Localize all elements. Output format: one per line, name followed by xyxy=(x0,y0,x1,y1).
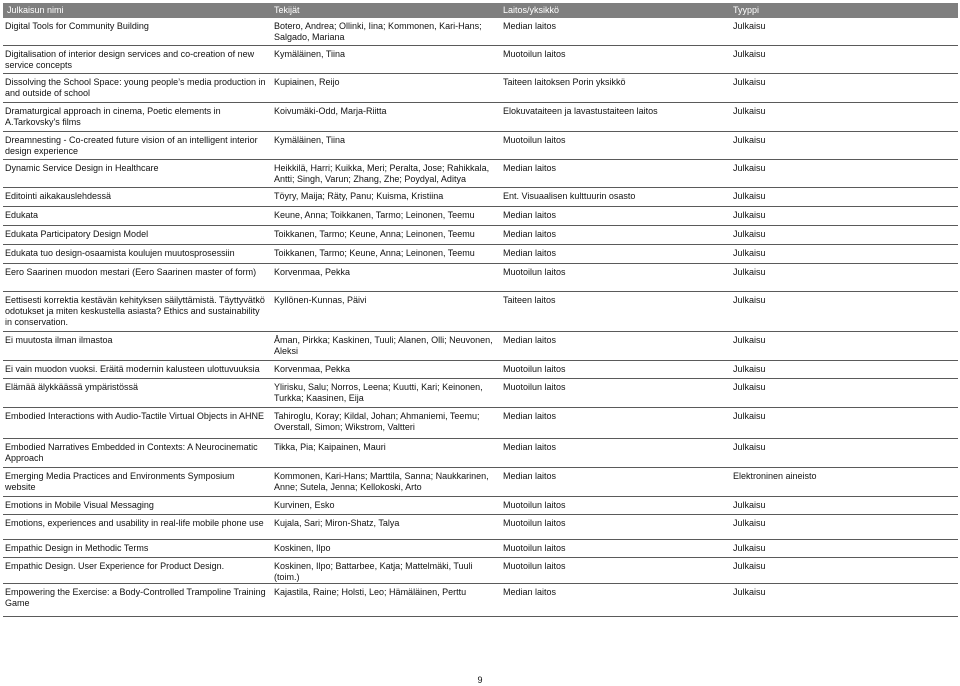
cell-dept: Muotoilun laitos xyxy=(503,135,566,145)
header-type: Tyyppi xyxy=(733,5,760,15)
table-row xyxy=(3,292,958,332)
table-row xyxy=(3,103,958,132)
cell-type: Julkaisu xyxy=(733,518,766,528)
cell-type: Julkaisu xyxy=(733,587,766,597)
cell-authors: Kymäläinen, Tiina xyxy=(274,135,346,145)
cell-name: Edukata tuo design-osaamista koulujen muutosprosessiin xyxy=(5,248,235,258)
cell-type: Julkaisu xyxy=(733,561,766,571)
cell-name: Eero Saarinen muodon mestari (Eero Saarinen master of form) xyxy=(5,267,257,277)
cell-type: Julkaisu xyxy=(733,191,766,201)
cell-authors: Korvenmaa, Pekka xyxy=(274,364,351,374)
cell-dept: Median laitos xyxy=(503,163,557,173)
cell-dept: Median laitos xyxy=(503,229,557,239)
cell-authors: Töyry, Maija; Räty, Panu; Kuisma, Kristiina xyxy=(274,191,444,201)
table-row xyxy=(3,361,958,379)
cell-name: Digital Tools for Community Building xyxy=(5,21,149,31)
cell-authors: Koskinen, Ilpo; Battarbee, Katja; Mattelmäki, Tuuli (toim.) xyxy=(274,561,473,582)
table-header xyxy=(3,3,958,18)
cell-dept: Median laitos xyxy=(503,411,557,421)
cell-dept: Median laitos xyxy=(503,587,557,597)
cell-name: Empowering the Exercise: a Body-Controlled Trampoline Training Game xyxy=(5,587,266,608)
cell-type: Julkaisu xyxy=(733,49,766,59)
cell-name: Emotions in Mobile Visual Messaging xyxy=(5,500,154,510)
table-row xyxy=(3,132,958,160)
header-authors: Tekijät xyxy=(274,5,300,15)
cell-name: Ei muutosta ilman ilmastoa xyxy=(5,335,113,345)
table-row xyxy=(3,74,958,103)
cell-authors: Korvenmaa, Pekka xyxy=(274,267,351,277)
cell-authors: Kymäläinen, Tiina xyxy=(274,49,346,59)
cell-dept: Median laitos xyxy=(503,21,557,31)
cell-dept: Muotoilun laitos xyxy=(503,561,566,571)
table-row xyxy=(3,379,958,408)
cell-name: Embodied Interactions with Audio-Tactile Virtual Objects in AHNE xyxy=(5,411,264,421)
cell-type: Julkaisu xyxy=(733,229,766,239)
cell-name: Digitalisation of interior design services and co-creation of new service concepts xyxy=(5,49,255,70)
table-row xyxy=(3,515,958,540)
cell-name: Empathic Design. User Experience for Product Design. xyxy=(5,561,225,571)
cell-name: Dreamnesting - Co-created future vision of an intelligent interior design experience xyxy=(5,135,258,156)
cell-dept: Muotoilun laitos xyxy=(503,49,566,59)
cell-type: Julkaisu xyxy=(733,543,766,553)
header-dept: Laitos/yksikkö xyxy=(503,5,560,15)
cell-authors: Koivumäki-Odd, Marja-Riitta xyxy=(274,106,387,116)
cell-name: Dissolving the School Space: young people’s media production in and outside of school xyxy=(5,77,266,98)
cell-name: Eettisesti korrektia kestävän kehityksen säilyttämistä. Täyttyvätkö odotukset ja miten keskustella asiasta? Ethics and sustainability in conservation. xyxy=(5,295,265,327)
cell-name: Editointi aikakauslehdessä xyxy=(5,191,112,201)
cell-name: Edukata xyxy=(5,210,39,220)
cell-dept: Muotoilun laitos xyxy=(503,500,566,510)
cell-type: Julkaisu xyxy=(733,106,766,116)
table-row xyxy=(3,160,958,188)
table-row xyxy=(3,439,958,468)
table-row xyxy=(3,468,958,497)
cell-dept: Muotoilun laitos xyxy=(503,267,566,277)
cell-authors: Toikkanen, Tarmo; Keune, Anna; Leinonen, Teemu xyxy=(274,248,475,258)
cell-dept: Muotoilun laitos xyxy=(503,518,566,528)
cell-name: Emotions, experiences and usability in real-life mobile phone use xyxy=(5,518,264,528)
table-row xyxy=(3,332,958,361)
cell-type: Julkaisu xyxy=(733,267,766,277)
cell-type: Elektroninen aineisto xyxy=(733,471,817,481)
cell-authors: Kommonen, Kari-Hans; Marttila, Sanna; Naukkarinen, Anne; Sutela, Jenna; Kellokoski, Arto xyxy=(274,471,489,492)
cell-type: Julkaisu xyxy=(733,77,766,87)
cell-authors: Tikka, Pia; Kaipainen, Mauri xyxy=(274,442,386,452)
cell-dept: Median laitos xyxy=(503,335,557,345)
header-name: Julkaisun nimi xyxy=(7,5,64,15)
cell-dept: Muotoilun laitos xyxy=(503,382,566,392)
cell-type: Julkaisu xyxy=(733,21,766,31)
cell-authors: Heikkilä, Harri; Kuikka, Meri; Peralta, Jose; Rahikkala, Antti; Singh, Varun; Zhang, Zhe; Poydyal, Aditya xyxy=(274,163,490,184)
cell-authors: Kajastila, Raine; Holsti, Leo; Hämäläinen, Perttu xyxy=(274,587,467,597)
table-row xyxy=(3,226,958,245)
page-number: 9 xyxy=(477,675,483,685)
cell-type: Julkaisu xyxy=(733,248,766,258)
cell-authors: Koskinen, Ilpo xyxy=(274,543,331,553)
table-body xyxy=(3,18,958,617)
cell-dept: Median laitos xyxy=(503,210,557,220)
cell-authors: Kujala, Sari; Miron-Shatz, Talya xyxy=(274,518,400,528)
table-row xyxy=(3,264,958,292)
cell-dept: Taiteen laitoksen Porin yksikkö xyxy=(503,77,626,87)
table-row xyxy=(3,584,958,617)
cell-dept: Median laitos xyxy=(503,442,557,452)
cell-authors: Ylirisku, Salu; Norros, Leena; Kuutti, Kari; Keinonen, Turkka; Kaasinen, Eija xyxy=(274,382,483,403)
cell-authors: Tahiroglu, Koray; Kildal, Johan; Ahmaniemi, Teemu; Overstall, Simon; Wikstrom, Valtteri xyxy=(274,411,480,432)
cell-dept: Muotoilun laitos xyxy=(503,364,566,374)
cell-authors: Botero, Andrea; Ollinki, Iina; Kommonen, Kari-Hans; Salgado, Mariana xyxy=(274,21,482,42)
cell-authors: Keune, Anna; Toikkanen, Tarmo; Leinonen, Teemu xyxy=(274,210,475,220)
cell-type: Julkaisu xyxy=(733,364,766,374)
cell-type: Julkaisu xyxy=(733,442,766,452)
cell-type: Julkaisu xyxy=(733,210,766,220)
table-row xyxy=(3,497,958,515)
table-row xyxy=(3,245,958,264)
cell-name: Ei vain muodon vuoksi. Eräitä modernin kalusteen ulottuvuuksia xyxy=(5,364,260,374)
table-row xyxy=(3,46,958,74)
cell-dept: Median laitos xyxy=(503,471,557,481)
cell-authors: Kurvinen, Esko xyxy=(274,500,335,510)
cell-name: Embodied Narratives Embedded in Contexts: A Neurocinematic Approach xyxy=(5,442,258,463)
cell-dept: Elokuvataiteen ja lavastustaiteen laitos xyxy=(503,106,658,116)
cell-authors: Kupiainen, Reijo xyxy=(274,77,340,87)
table-row xyxy=(3,408,958,439)
cell-type: Julkaisu xyxy=(733,135,766,145)
cell-dept: Taiteen laitos xyxy=(503,295,556,305)
publications-table xyxy=(3,3,958,617)
table-row xyxy=(3,18,958,46)
cell-type: Julkaisu xyxy=(733,335,766,345)
cell-type: Julkaisu xyxy=(733,382,766,392)
cell-name: Empathic Design in Methodic Terms xyxy=(5,543,149,553)
cell-dept: Median laitos xyxy=(503,248,557,258)
cell-authors: Åman, Pirkka; Kaskinen, Tuuli; Alanen, Olli; Neuvonen, Aleksi xyxy=(274,335,493,356)
cell-type: Julkaisu xyxy=(733,163,766,173)
table-row xyxy=(3,558,958,584)
cell-type: Julkaisu xyxy=(733,411,766,421)
table-row xyxy=(3,540,958,558)
cell-name: Emerging Media Practices and Environments Symposium website xyxy=(5,471,235,492)
cell-name: Edukata Participatory Design Model xyxy=(5,229,149,239)
cell-authors: Kyllönen-Kunnas, Päivi xyxy=(274,295,367,305)
cell-dept: Ent. Visuaalisen kulttuurin osasto xyxy=(503,191,636,201)
cell-type: Julkaisu xyxy=(733,500,766,510)
cell-name: Dynamic Service Design in Healthcare xyxy=(5,163,159,173)
table-row xyxy=(3,207,958,226)
cell-type: Julkaisu xyxy=(733,295,766,305)
table-row xyxy=(3,188,958,207)
cell-dept: Muotoilun laitos xyxy=(503,543,566,553)
cell-name: Elämää älykkäässä ympäristössä xyxy=(5,382,139,392)
cell-authors: Toikkanen, Tarmo; Keune, Anna; Leinonen, Teemu xyxy=(274,229,475,239)
cell-name: Dramaturgical approach in cinema, Poetic elements in A.Tarkovsky's films xyxy=(5,106,221,127)
